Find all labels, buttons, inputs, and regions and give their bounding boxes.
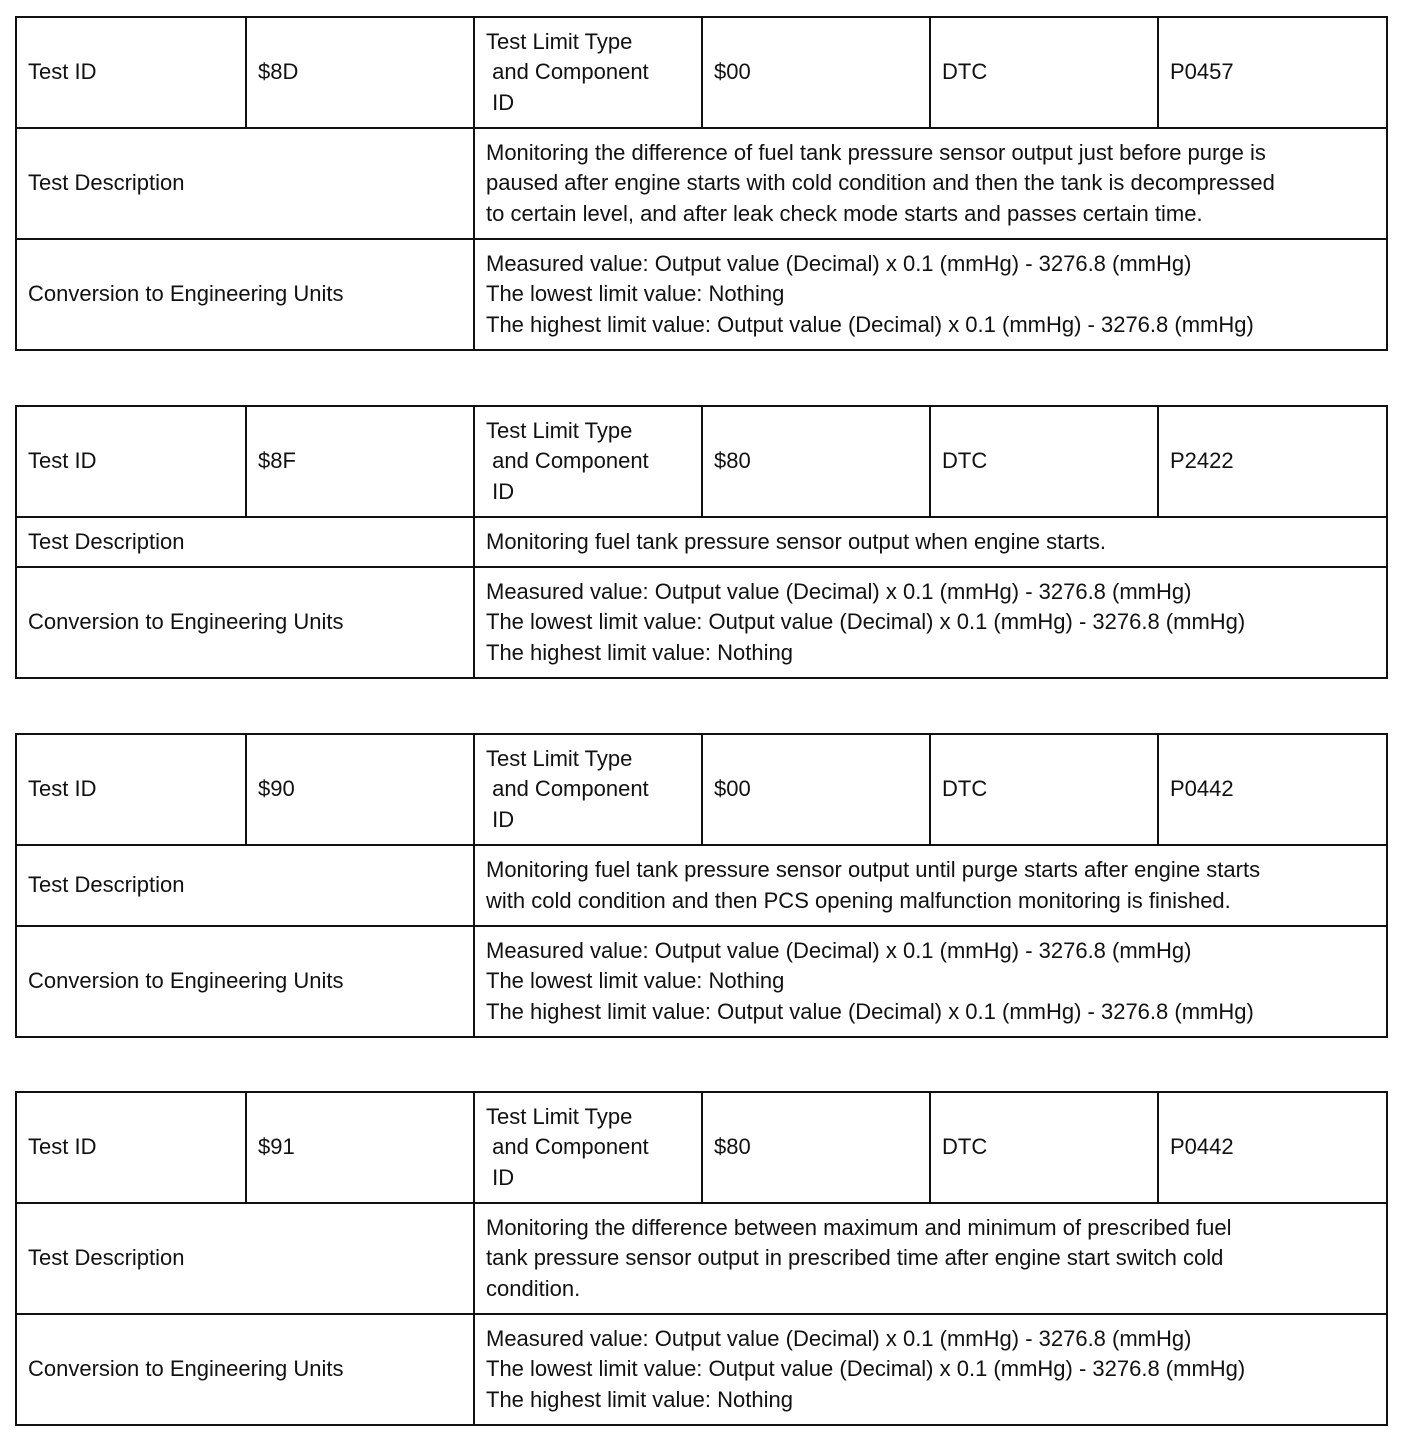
table-row [16, 1314, 1387, 1425]
conversion-value [474, 567, 1387, 678]
conversion-label: Conversion to Engineering Units [16, 239, 474, 350]
test-table-8f [15, 405, 1388, 679]
test-limit-type-value: $80 [702, 1092, 930, 1203]
test-table-91 [15, 1091, 1388, 1426]
cropped-previous-text [0, 0, 1408, 6]
conversion-label: Conversion to Engineering Units [16, 567, 474, 678]
dtc-value: P0442 [1158, 1092, 1387, 1203]
test-limit-type-label: Test Limit Type and Component ID [474, 734, 702, 845]
conversion-value [474, 239, 1387, 350]
conversion-line: The lowest limit value: Output value (Decimal) x 0.1 (mmHg) - 3276.8 (mmHg) [486, 1356, 1246, 1382]
conversion-line: The lowest limit value: Output value (Decimal) x 0.1 (mmHg) - 3276.8 (mmHg) [486, 609, 1246, 635]
description-line: with cold condition and then PCS opening malfunction monitoring is finished. [486, 887, 1231, 913]
test-limit-type-label: Test Limit Type and Component ID [474, 1092, 702, 1203]
test-description-label: Test Description [16, 517, 474, 567]
table-row [16, 239, 1387, 350]
test-description-label: Test Description [16, 128, 474, 239]
dtc-value: P0457 [1158, 17, 1387, 128]
dtc-label: DTC [930, 17, 1158, 128]
conversion-line: The highest limit value: Output value (Decimal) x 0.1 (mmHg) - 3276.8 (mmHg) [486, 311, 1254, 337]
conversion-line: The highest limit value: Output value (Decimal) x 0.1 (mmHg) - 3276.8 (mmHg) [486, 998, 1254, 1024]
test-description-label: Test Description [16, 1203, 474, 1314]
dtc-value: P0442 [1158, 734, 1387, 845]
test-id-value: $8D [246, 17, 474, 128]
test-id-value: $90 [246, 734, 474, 845]
dtc-label: DTC [930, 1092, 1158, 1203]
description-line: Monitoring the difference between maximum and minimum of prescribed fuel [486, 1214, 1232, 1240]
conversion-line: The lowest limit value: Nothing [486, 968, 785, 994]
test-id-value: $8F [246, 406, 474, 517]
test-description-value [474, 845, 1387, 926]
test-limit-type-value: $00 [702, 17, 930, 128]
dtc-label: DTC [930, 406, 1158, 517]
test-table-90 [15, 733, 1388, 1038]
test-description-value [474, 128, 1387, 239]
table-row [16, 517, 1387, 567]
test-limit-type-value: $00 [702, 734, 930, 845]
test-id-label: Test ID [16, 1092, 246, 1203]
test-id-label: Test ID [16, 734, 246, 845]
description-line: Monitoring the difference of fuel tank pressure sensor output just before purge is [486, 139, 1266, 165]
conversion-line: Measured value: Output value (Decimal) x 0.1 (mmHg) - 3276.8 (mmHg) [486, 1325, 1192, 1351]
description-line: Monitoring fuel tank pressure sensor output when engine starts. [486, 528, 1107, 554]
conversion-line: Measured value: Output value (Decimal) x 0.1 (mmHg) - 3276.8 (mmHg) [486, 250, 1192, 276]
conversion-label: Conversion to Engineering Units [16, 926, 474, 1037]
table-row [16, 17, 1387, 128]
table-row [16, 734, 1387, 845]
test-id-label: Test ID [16, 406, 246, 517]
test-id-label: Test ID [16, 17, 246, 128]
test-limit-type-value: $80 [702, 406, 930, 517]
description-line: tank pressure sensor output in prescribed time after engine start switch cold [486, 1245, 1224, 1271]
table-row [16, 1092, 1387, 1203]
table-row [16, 1203, 1387, 1314]
description-line: condition. [486, 1275, 581, 1301]
conversion-value [474, 926, 1387, 1037]
table-row [16, 406, 1387, 517]
test-description-label: Test Description [16, 845, 474, 926]
test-table-8d [15, 16, 1388, 351]
table-row [16, 128, 1387, 239]
dtc-value: P2422 [1158, 406, 1387, 517]
description-line: Monitoring fuel tank pressure sensor output until purge starts after engine starts [486, 857, 1261, 882]
conversion-line: Measured value: Output value (Decimal) x 0.1 (mmHg) - 3276.8 (mmHg) [486, 937, 1192, 963]
conversion-label: Conversion to Engineering Units [16, 1314, 474, 1425]
table-row [16, 567, 1387, 678]
conversion-line: Measured value: Output value (Decimal) x 0.1 (mmHg) - 3276.8 (mmHg) [486, 578, 1192, 604]
conversion-value [474, 1314, 1387, 1425]
table-row [16, 926, 1387, 1037]
conversion-line: The highest limit value: Nothing [486, 639, 793, 665]
dtc-label: DTC [930, 734, 1158, 845]
test-description-value [474, 517, 1387, 567]
test-description-value [474, 1203, 1387, 1314]
test-limit-type-label: Test Limit Type and Component ID [474, 406, 702, 517]
description-line: to certain level, and after leak check mode starts and passes certain time. [486, 200, 1203, 226]
test-limit-type-label: Test Limit Type and Component ID [474, 17, 702, 128]
description-line: paused after engine starts with cold condition and then the tank is decompressed [486, 170, 1275, 196]
conversion-line: The lowest limit value: Nothing [486, 281, 785, 307]
conversion-line: The highest limit value: Nothing [486, 1386, 793, 1412]
table-row [16, 845, 1387, 926]
test-id-value: $91 [246, 1092, 474, 1203]
